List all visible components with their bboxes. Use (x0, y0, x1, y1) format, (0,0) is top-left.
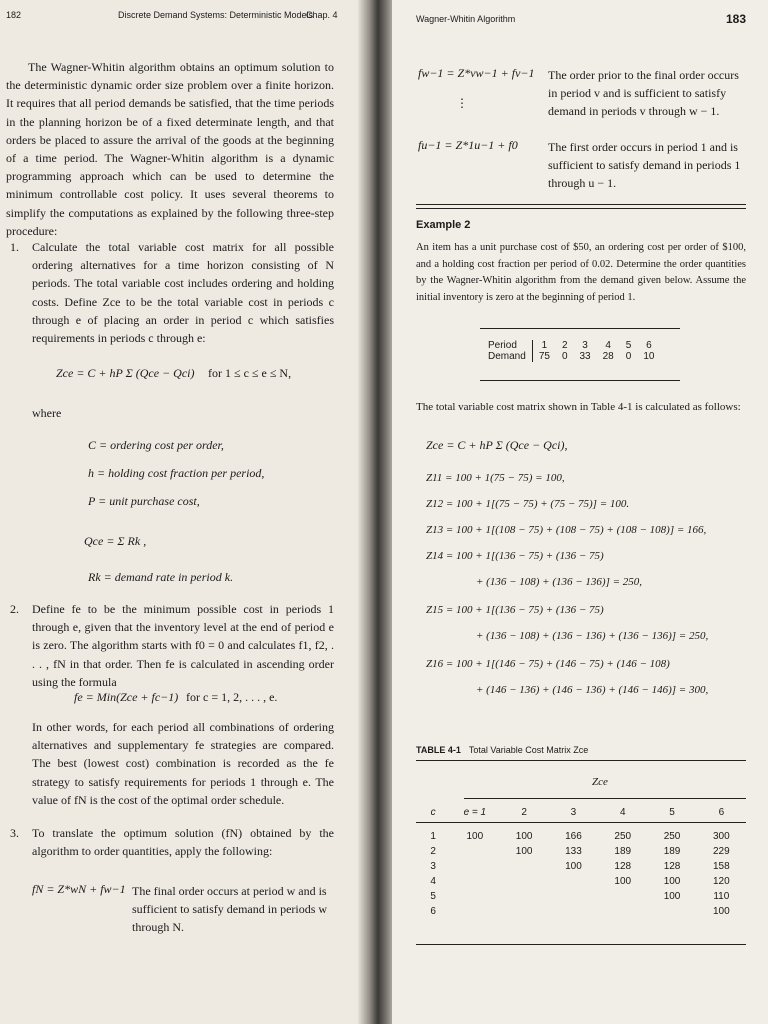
page-number: 183 (726, 12, 747, 26)
definition-p: P = unit purchase cost, (88, 494, 200, 508)
calc-line: Z13 = 100 + 1[(108 − 75) + (108 − 75) + (108 − 108)] = 166, (426, 524, 707, 536)
step-three-text: To translate the optimum solution (fN) obtained by the algorithm to order quantities, apply the following: (32, 826, 334, 859)
where-label: where (32, 406, 62, 420)
table-cell: 100 (713, 905, 730, 917)
matrix-col-header: 3 (570, 807, 577, 819)
table-row (416, 889, 746, 904)
table-cell (450, 874, 499, 889)
calc-line: Zce = C + hP Σ (Qce − Qci), (426, 438, 568, 452)
table-cell (450, 859, 499, 874)
definition-h: h = holding cost fraction per period, (88, 466, 265, 480)
equation-fu-text: The first order occurs in period 1 and is sufficient to satisfy demand in periods 1 through u − 1. (548, 140, 741, 191)
table-cell: 158 (713, 860, 730, 872)
table-cell: 166 (565, 830, 582, 842)
calc-line: Z15 = 100 + 1[(136 − 75) + (136 − 75) (426, 604, 604, 616)
example-title: Example 2 (416, 219, 471, 231)
definition-q: Qce = Σ Rk , (84, 534, 147, 548)
table-label: TABLE 4-1 (416, 745, 461, 755)
demand-cell: 33 (579, 351, 591, 362)
demand-cell: 0 (625, 351, 632, 362)
table-cell: 250 (663, 830, 681, 842)
equation-fn-text: The final order occurs at period w and is sufficient to satisfy demand in periods w through N. (132, 884, 328, 935)
table-cell: 2 (430, 845, 436, 857)
table-cell: 133 (565, 845, 582, 857)
table-cell (500, 874, 549, 889)
calc-intro: The total variable cost matrix shown in Table 4-1 is calculated as follows: (416, 401, 741, 413)
table-row (416, 859, 746, 874)
matrix-col-header: 6 (718, 807, 725, 819)
matrix-group-header: Zce (592, 776, 608, 788)
demand-cell: 10 (643, 351, 655, 362)
step-number: 3. (10, 826, 19, 840)
matrix-col-header: 4 (619, 807, 626, 819)
table-cell (450, 844, 499, 859)
table-cell (450, 889, 499, 904)
intro-paragraph: The Wagner-Whitin algorithm obtains an optimum solution to the deterministic dynamic order size problem over a finite horizon. It requires that all period demands be satisfied, that the time periods in the planning horizon be of a fixed determinate length, and that orders be placed to assure the arrival of the goods at the beginning of a time period. The Wagner-Whitin algorithm is a dynamic programming approach which can be used to determine the minimum controllable cost policy. It uses several theorems to simplify the computations as explained by the following three-step procedure: (6, 60, 334, 238)
table-cell (500, 889, 549, 904)
table-cell: 128 (614, 860, 632, 872)
chapter-label: Chap. 4 (306, 10, 338, 20)
equation-fu: fu−1 = Z*1u−1 + f0 (418, 138, 518, 152)
calc-line: Z12 = 100 + 1[(75 − 75) + (75 − 75)] = 100. (426, 498, 630, 510)
calc-line: Z11 = 100 + 1(75 − 75) = 100, (426, 472, 565, 484)
table-cell: 120 (713, 875, 730, 887)
row-label: Period (480, 340, 532, 351)
period-cell: 6 (646, 340, 652, 351)
equation-fw: fw−1 = Z*vw−1 + fv−1 (418, 66, 535, 80)
right-page (392, 0, 768, 1024)
table-row (416, 904, 746, 919)
table-row (416, 829, 746, 844)
left-page (0, 0, 372, 1024)
running-head: Discrete Demand Systems: Deterministic Models (118, 10, 314, 20)
step-number: 1. (10, 240, 19, 254)
matrix-col-header: e = 1 (463, 807, 487, 819)
table-cell (598, 904, 647, 919)
table-cell: 1 (430, 830, 436, 842)
table-cell (647, 904, 696, 919)
step-two-explanation: In other words, for each period all combinations of ordering alternatives and supplementary fe strategies are compared. The best (lowest cost) combination is recorded as the fe strategy to satisfy requirements for periods 1 through e. The value of fN is the cost of the optimal order schedule. (32, 720, 334, 807)
period-cell: 2 (561, 340, 568, 351)
table-cell (500, 859, 549, 874)
running-head: Wagner-Whitin Algorithm (416, 14, 516, 24)
table-cell: 300 (713, 830, 730, 842)
calc-line: Z14 = 100 + 1[(136 − 75) + (136 − 75) (426, 550, 604, 562)
calc-line: + (146 − 136) + (146 − 136) + (146 − 146)] = 300, (476, 684, 709, 696)
table-cell: 6 (430, 905, 436, 917)
table-row (416, 844, 746, 859)
calc-line: + (136 − 108) + (136 − 136)] = 250, (476, 576, 643, 588)
calc-line: + (136 − 108) + (136 − 136) + (136 − 136)] = 250, (476, 630, 709, 642)
table-cell: 4 (430, 875, 436, 887)
calc-line: Z16 = 100 + 1[(146 − 75) + (146 − 75) + (146 − 108) (426, 658, 670, 670)
table-row (416, 874, 746, 889)
table-cell: 3 (430, 860, 436, 872)
matrix-col-header: c (430, 807, 436, 819)
table-title: Total Variable Cost Matrix Zce (468, 745, 589, 755)
equation-f: fe = Min(Zce + fc−1) (74, 690, 179, 704)
table-cell: 100 (515, 830, 533, 842)
table-cell: 100 (663, 890, 681, 902)
cost-matrix-table (416, 760, 746, 950)
matrix-col-header: 2 (521, 807, 527, 819)
equation-fn: fN = Z*wN + fw−1 (32, 882, 126, 896)
table-cell (549, 889, 598, 904)
table-cell: 189 (614, 845, 632, 857)
table-cell: 250 (614, 830, 632, 842)
step-one-text: Calculate the total variable cost matrix for all possible ordering alternatives for a time horizon consisting of N periods. The total variable cost includes ordering and holding costs. Define Zce to be the total variable cost in periods c through e of placing an order in period c which satisfies requirements in periods c through e: (32, 240, 334, 346)
equation-z: Zce = C + hP Σ (Qce − Qci) (56, 366, 195, 380)
period-cell: 3 (582, 340, 588, 351)
period-cell: 1 (541, 340, 548, 351)
table-cell (450, 904, 499, 919)
table-caption (416, 740, 588, 758)
table-cell (549, 904, 598, 919)
divider-rule (416, 204, 746, 205)
vertical-dots: ⋮ (456, 96, 468, 110)
equation-condition: for 1 ≤ c ≤ e ≤ N, (208, 366, 292, 380)
row-label: Demand (480, 351, 532, 362)
table-cell: 100 (614, 875, 632, 887)
table-cell (549, 874, 598, 889)
demand-cell: 0 (561, 351, 568, 362)
step-number: 2. (10, 602, 19, 616)
table-cell: 110 (713, 890, 730, 902)
table-cell: 100 (466, 830, 484, 842)
table-cell (500, 904, 549, 919)
table-cell: 100 (515, 845, 533, 857)
definition-c: C = ordering cost per order, (88, 438, 224, 452)
example-text: An item has a unit purchase cost of $50, an ordering cost per order of $100, and a holding cost fraction per period of 0.02. Determine the order quantities by the Wagner-Whitin algorithm from the demand given below. Assume the initial inventory is zero at the beginning of period 1. (416, 242, 746, 303)
period-cell: 5 (625, 340, 632, 351)
table-cell: 229 (713, 845, 730, 857)
demand-cell: 28 (602, 351, 614, 362)
table-cell: 128 (663, 860, 681, 872)
table-cell: 100 (565, 860, 582, 872)
divider-rule (416, 208, 746, 209)
table-cell: 189 (663, 845, 681, 857)
matrix-col-header: 5 (669, 807, 675, 819)
step-two-text: Define fe to be the minimum possible cost in periods 1 through e, given that the inventory level at the end of period e is zero. The algorithm starts with f0 = 0 and calculates f1, f2, . . . , fN in that order. Then fe is calculated in ascending order using the formula (32, 602, 334, 689)
equation-fw-text: The order prior to the final order occurs in period v and is sufficient to satisfy demand in periods v through w − 1. (548, 68, 739, 119)
table-cell (598, 889, 647, 904)
definition-r: Rk = demand rate in period k. (88, 570, 234, 584)
period-cell: 4 (605, 340, 611, 351)
table-cell: 5 (430, 890, 436, 902)
page-number: 182 (6, 10, 22, 20)
table-cell: 100 (663, 875, 681, 887)
demand-cell: 75 (538, 351, 550, 362)
equation-f-condition: for c = 1, 2, . . . , e. (186, 690, 278, 704)
